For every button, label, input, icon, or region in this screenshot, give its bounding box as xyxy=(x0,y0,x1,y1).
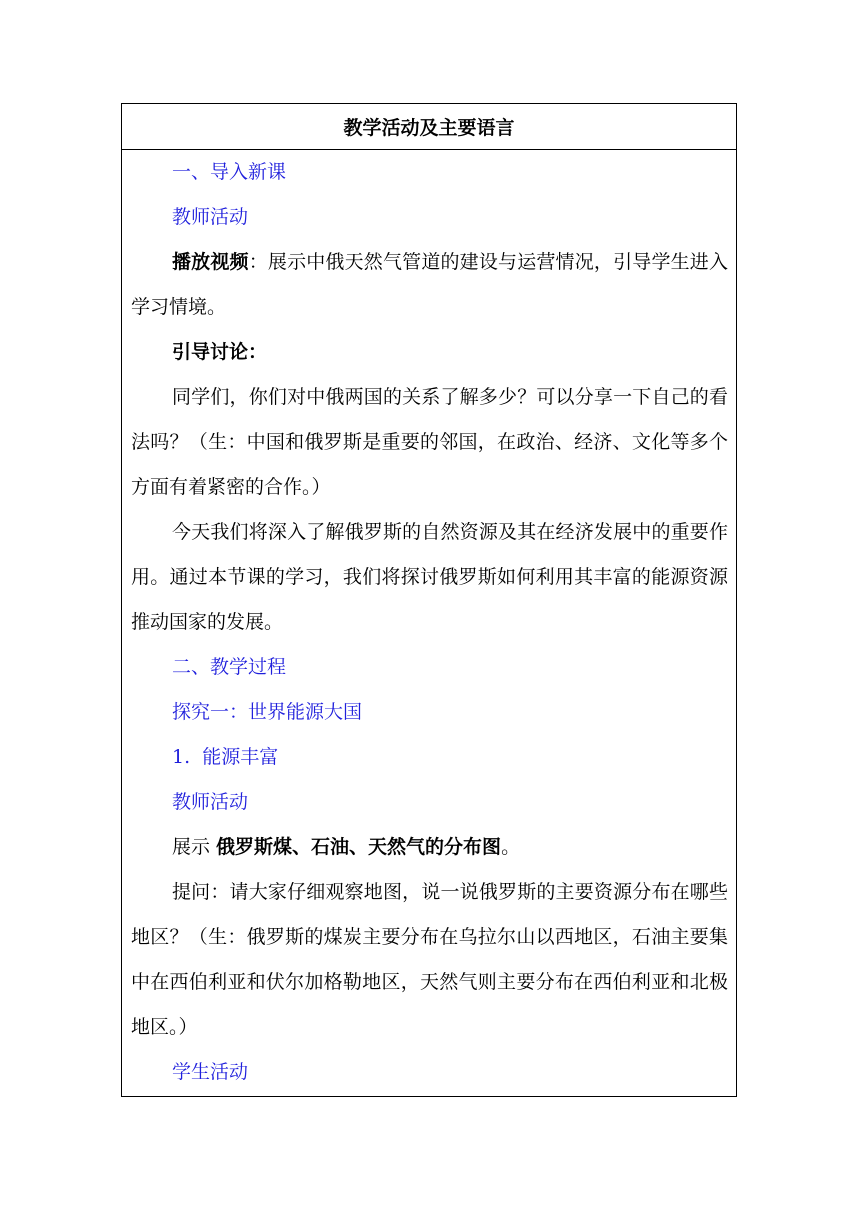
discussion-paragraph: 同学们，你们对中俄两国的关系了解多少？可以分享一下自己的看法吗？（生：中国和俄罗斯是重要的邻国，在政治、经济、文化等多个方面有着紧密的合作。） xyxy=(131,386,728,498)
show-map-paragraph xyxy=(131,825,728,870)
section-heading-intro: 一、导入新课 xyxy=(172,161,287,183)
section-heading-process: 二、教学过程 xyxy=(172,656,287,678)
video-label: 播放视频 xyxy=(172,251,249,273)
discussion-label: 引导讨论： xyxy=(172,341,268,363)
student-activity-label: 学生活动 xyxy=(172,1061,249,1083)
table-header-text: 教学活动及主要语言 xyxy=(343,117,515,139)
teacher-activity-label: 教师活动 xyxy=(172,206,249,228)
video-text: ：展示中俄天然气管道的建设与运营情况，引导学生进入学习情境。 xyxy=(131,251,728,318)
list-item-energy: 1. 能源丰富 xyxy=(172,746,279,768)
show-suffix: 。 xyxy=(501,836,521,858)
map-title: 俄罗斯煤、石油、天然气的分布图 xyxy=(216,836,502,858)
table-header xyxy=(122,104,736,150)
show-prefix: 展示 xyxy=(172,836,217,858)
inquiry-heading: 探究一：世界能源大国 xyxy=(172,701,363,723)
lesson-table xyxy=(121,103,737,1097)
video-paragraph xyxy=(131,240,728,330)
table-content-cell xyxy=(122,150,736,1095)
intro-paragraph: 今天我们将深入了解俄罗斯的自然资源及其在经济发展中的重要作用。通过本节课的学习，我们将探讨俄罗斯如何利用其丰富的能源资源推动国家的发展。 xyxy=(131,521,728,633)
teacher-activity-label-2: 教师活动 xyxy=(172,791,249,813)
question-paragraph: 提问：请大家仔细观察地图，说一说俄罗斯的主要资源分布在哪些地区？（生：俄罗斯的煤炭主要分布在乌拉尔山以西地区，石油主要集中在西伯利亚和伏尔加格勒地区，天然气则主要分布在西伯利亚和北极地区。） xyxy=(131,881,728,1038)
